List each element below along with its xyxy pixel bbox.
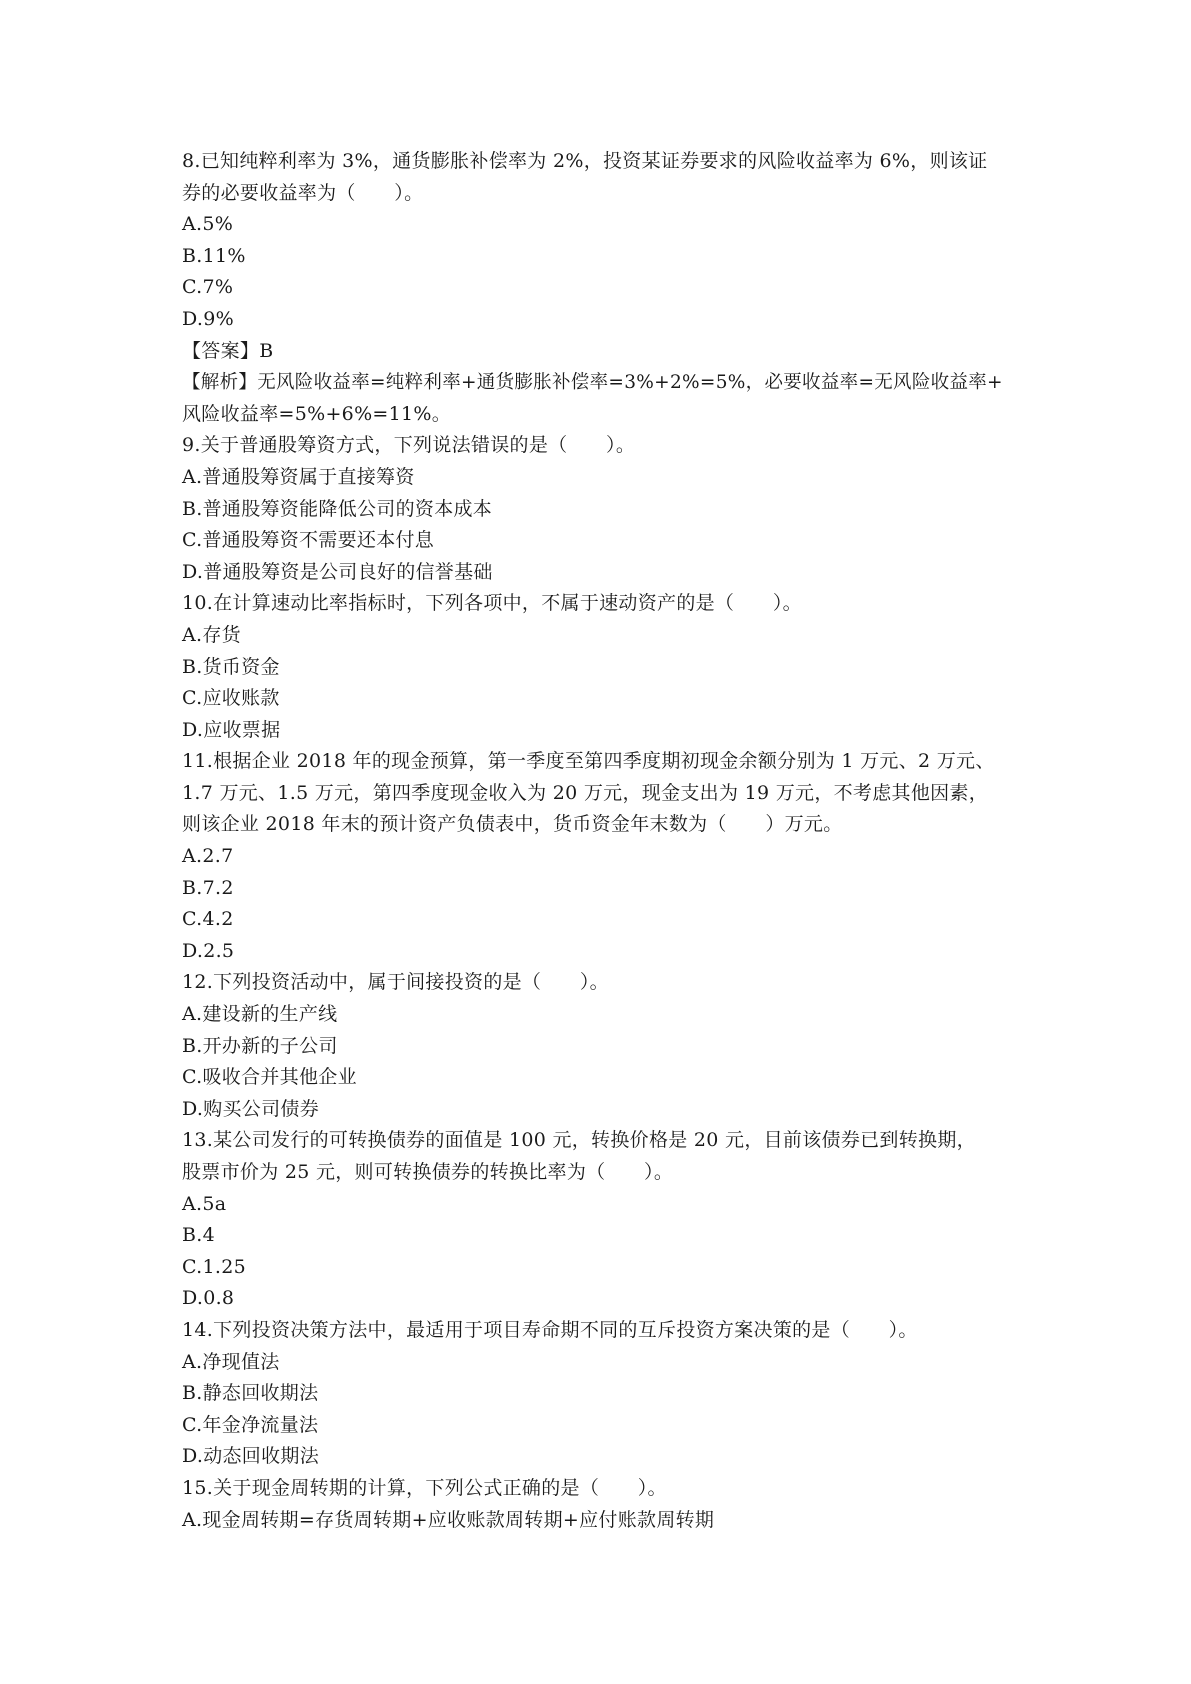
q8-option-d: D.9% <box>182 307 234 330</box>
q13-stem-line-2: 股票市价为 25 元，则可转换债券的转换比率为（ ）。 <box>182 1161 674 1183</box>
q8-stem-line-2: 券的必要收益率为（ ）。 <box>182 181 424 204</box>
q13-option-a: A.5a <box>182 1192 227 1215</box>
q15-option-a: A.现金周转期=存货周转期+应收账款周转期+应付账款周转期 <box>182 1508 715 1531</box>
q13-option-d: D.0.8 <box>182 1287 235 1310</box>
q11-stem-line-1: 11.根据企业 2018 年的现金预算，第一季度至第四季度期初现金余额分别为 1 万元、2 万元、 <box>182 750 995 773</box>
q12-stem: 12.下列投资活动中，属于间接投资的是（ ）。 <box>182 971 609 994</box>
q11-option-a: A.2.7 <box>182 845 234 868</box>
q9-option-c: C.普通股筹资不需要还本付息 <box>182 529 435 552</box>
q14-stem: 14.下列投资决策方法中，最适用于项目寿命期不同的互斥投资方案决策的是（ ）。 <box>182 1318 918 1341</box>
q10-option-b: B.货币资金 <box>182 655 280 678</box>
q8-explanation-line-2: 风险收益率=5%+6%=11%。 <box>182 402 452 425</box>
q8-stem-line-1: 8.已知纯粹利率为 3%，通货膨胀补偿率为 2%，投资某证券要求的风险收益率为 6%，则该证 <box>182 150 988 172</box>
q14-option-a: A.净现值法 <box>182 1350 280 1373</box>
q10-option-d: D.应收票据 <box>182 718 281 741</box>
q9-option-d: D.普通股筹资是公司良好的信誉基础 <box>182 560 493 583</box>
q12-option-b: B.开办新的子公司 <box>182 1034 338 1057</box>
q13-option-b: B.4 <box>182 1224 215 1247</box>
q9-option-a: A.普通股筹资属于直接筹资 <box>182 465 415 488</box>
q12-option-d: D.购买公司债券 <box>182 1097 319 1120</box>
q9-stem: 9.关于普通股筹资方式，下列说法错误的是（ ）。 <box>182 434 636 457</box>
q8-option-a: A.5% <box>182 213 234 236</box>
q11-stem-line-3: 则该企业 2018 年末的预计资产负债表中，货币资金年末数为（ ）万元。 <box>182 813 843 836</box>
q11-option-c: C.4.2 <box>182 908 234 931</box>
q10-option-a: A.存货 <box>182 623 241 646</box>
q10-option-c: C.应收账款 <box>182 687 280 710</box>
question-text-block <box>182 146 1012 1536</box>
q8-option-b: B.11% <box>182 244 246 267</box>
q12-option-c: C.吸收合并其他企业 <box>182 1066 357 1089</box>
q8-answer: 【答案】B <box>182 339 274 362</box>
q9-option-b: B.普通股筹资能降低公司的资本成本 <box>182 497 493 520</box>
q14-option-d: D.动态回收期法 <box>182 1445 319 1468</box>
q14-option-c: C.年金净流量法 <box>182 1413 319 1436</box>
q10-stem: 10.在计算速动比率指标时，下列各项中，不属于速动资产的是（ ）。 <box>182 592 802 615</box>
q8-explanation-line-1: 【解析】无风险收益率=纯粹利率+通货膨胀补偿率=3%+2%=5%，必要收益率=无风险收益率+ <box>182 372 1003 394</box>
q11-option-d: D.2.5 <box>182 939 235 962</box>
q11-option-b: B.7.2 <box>182 876 234 899</box>
q13-stem-line-1: 13.某公司发行的可转换债券的面值是 100 元，转换价格是 20 元，目前该债券已到转换期， <box>182 1129 976 1152</box>
q12-option-a: A.建设新的生产线 <box>182 1003 338 1026</box>
q8-option-c: C.7% <box>182 276 234 299</box>
q11-stem-line-2: 1.7 万元、1.5 万元，第四季度现金收入为 20 万元，现金支出为 19 万元，不考虑其他因素， <box>182 781 989 804</box>
q13-option-c: C.1.25 <box>182 1255 247 1278</box>
q15-stem: 15.关于现金周转期的计算，下列公式正确的是（ ）。 <box>182 1476 667 1499</box>
q14-option-b: B.静态回收期法 <box>182 1382 319 1405</box>
